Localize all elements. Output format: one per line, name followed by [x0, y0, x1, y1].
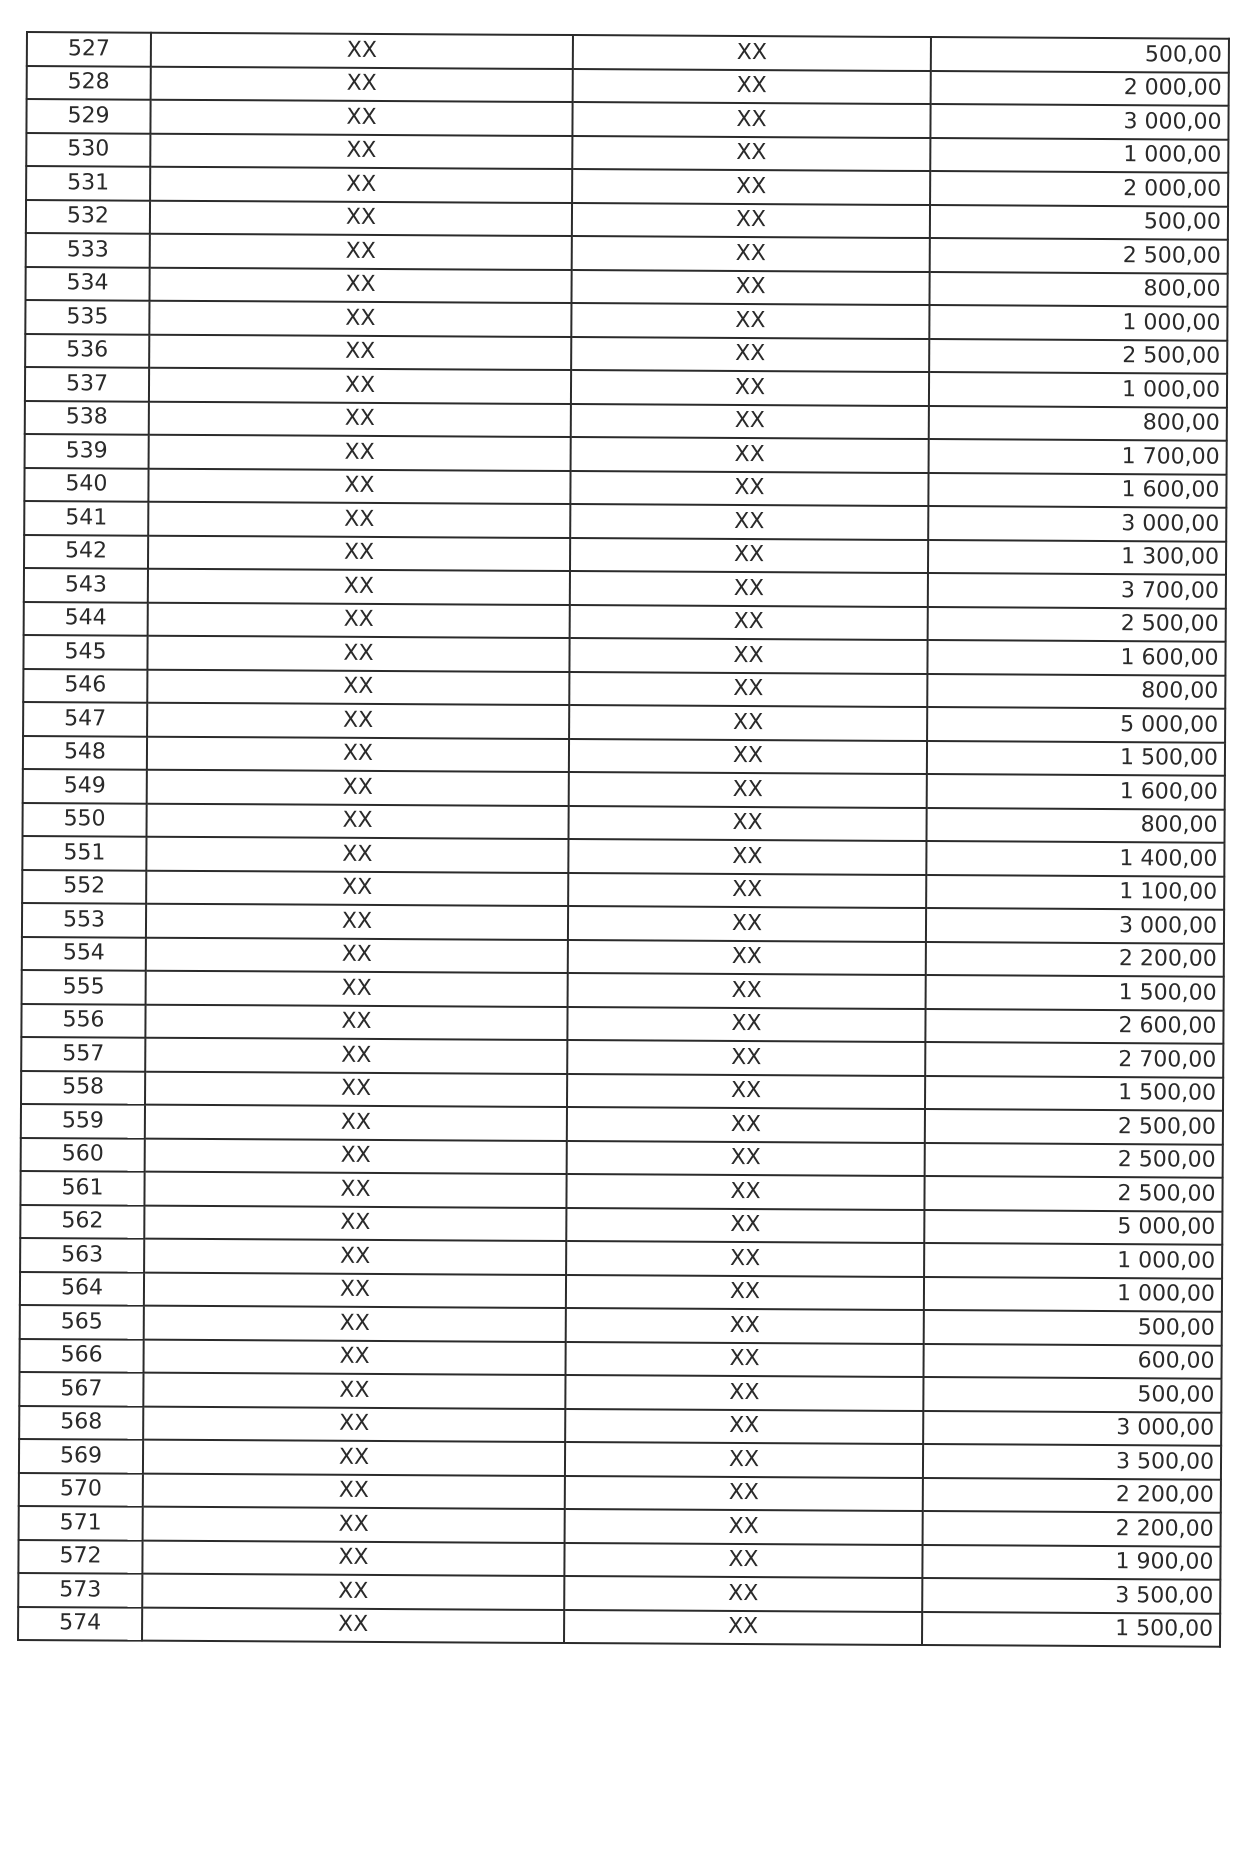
amount-cell: 800,00 — [927, 674, 1225, 709]
column-b-cell: XX — [569, 739, 927, 774]
column-b-cell: XX — [564, 1610, 922, 1645]
column-b-cell: XX — [571, 370, 929, 405]
column-b-cell: XX — [568, 940, 926, 975]
column-a-cell: XX — [150, 234, 572, 270]
row-number-cell: 545 — [23, 635, 147, 669]
amount-cell: 3 700,00 — [928, 573, 1226, 608]
row-number-cell: 562 — [20, 1204, 144, 1238]
column-b-cell: XX — [571, 270, 929, 305]
amount-cell: 5 000,00 — [927, 707, 1225, 742]
row-number-cell: 538 — [25, 400, 149, 434]
column-b-cell: XX — [570, 571, 928, 606]
amount-cell: 2 500,00 — [930, 238, 1228, 273]
column-a-cell: XX — [148, 502, 570, 538]
row-number-cell: 553 — [22, 903, 146, 937]
column-a-cell: XX — [147, 736, 569, 772]
amount-cell: 2 500,00 — [925, 1109, 1223, 1144]
column-a-cell: XX — [147, 636, 569, 672]
column-a-cell: XX — [148, 468, 570, 504]
amount-cell: 1 100,00 — [926, 875, 1224, 910]
column-a-cell: XX — [147, 703, 569, 739]
column-a-cell: XX — [146, 870, 568, 906]
amount-cell: 500,00 — [930, 205, 1228, 240]
row-number-cell: 558 — [21, 1070, 145, 1104]
row-number-cell: 537 — [25, 367, 149, 401]
column-a-cell: XX — [150, 100, 572, 136]
column-a-cell: XX — [144, 1172, 566, 1208]
amount-cell: 800,00 — [926, 808, 1224, 843]
column-b-cell: XX — [570, 471, 928, 506]
column-a-cell: XX — [144, 1205, 566, 1241]
column-b-cell: XX — [569, 638, 927, 673]
row-number-cell: 543 — [24, 568, 148, 602]
row-number-cell: 555 — [22, 970, 146, 1004]
row-number-cell: 535 — [25, 300, 149, 334]
column-b-cell: XX — [572, 136, 930, 171]
amount-cell: 3 000,00 — [930, 104, 1228, 139]
column-b-cell: XX — [571, 404, 929, 439]
row-number-cell: 529 — [26, 99, 150, 133]
column-b-cell: XX — [569, 672, 927, 707]
amount-cell: 3 500,00 — [923, 1444, 1221, 1479]
amount-cell: 1 000,00 — [924, 1243, 1222, 1278]
column-a-cell: XX — [144, 1272, 566, 1308]
column-a-cell: XX — [148, 535, 570, 571]
amount-cell: 1 500,00 — [922, 1612, 1220, 1647]
column-a-cell: XX — [150, 200, 572, 236]
row-number-cell: 544 — [24, 601, 148, 635]
column-a-cell: XX — [149, 368, 571, 404]
ledger-table-body — [18, 32, 1229, 1647]
column-b-cell: XX — [570, 504, 928, 539]
row-number-cell: 539 — [25, 434, 149, 468]
row-number-cell: 560 — [21, 1137, 145, 1171]
column-a-cell: XX — [149, 267, 571, 303]
column-a-cell: XX — [142, 1574, 564, 1610]
amount-cell: 2 200,00 — [926, 942, 1224, 977]
column-a-cell: XX — [145, 1038, 567, 1074]
row-number-cell: 548 — [23, 735, 147, 769]
column-b-cell: XX — [564, 1543, 922, 1578]
column-a-cell: XX — [151, 66, 573, 102]
column-a-cell: XX — [145, 1004, 567, 1040]
row-number-cell: 557 — [21, 1037, 145, 1071]
row-number-cell: 565 — [20, 1305, 144, 1339]
column-b-cell: XX — [570, 538, 928, 573]
column-b-cell: XX — [566, 1241, 924, 1276]
column-a-cell: XX — [149, 334, 571, 370]
column-b-cell: XX — [570, 605, 928, 640]
column-a-cell: XX — [142, 1607, 564, 1643]
column-b-cell: XX — [567, 1107, 925, 1142]
amount-cell: 1 500,00 — [926, 975, 1224, 1010]
column-a-cell: XX — [143, 1507, 565, 1543]
amount-cell: 2 500,00 — [929, 339, 1227, 374]
row-number-cell: 561 — [20, 1171, 144, 1205]
column-b-cell: XX — [573, 69, 931, 104]
column-b-cell: XX — [567, 1074, 925, 1109]
column-b-cell: XX — [568, 973, 926, 1008]
row-number-cell: 549 — [23, 769, 147, 803]
amount-cell: 2 500,00 — [925, 1143, 1223, 1178]
row-number-cell: 547 — [23, 702, 147, 736]
amount-cell: 1 000,00 — [929, 372, 1227, 407]
column-a-cell: XX — [143, 1373, 565, 1409]
column-b-cell: XX — [567, 1040, 925, 1075]
amount-cell: 1 500,00 — [927, 741, 1225, 776]
amount-cell: 1 000,00 — [930, 138, 1228, 173]
column-b-cell: XX — [567, 1007, 925, 1042]
column-b-cell: XX — [564, 1576, 922, 1611]
amount-cell: 800,00 — [929, 272, 1227, 307]
column-a-cell: XX — [143, 1440, 565, 1476]
column-a-cell: XX — [144, 1339, 566, 1375]
row-number-cell: 556 — [21, 1003, 145, 1037]
row-number-cell: 528 — [27, 66, 151, 100]
amount-cell: 600,00 — [923, 1344, 1221, 1379]
row-number-cell: 554 — [22, 936, 146, 970]
amount-cell: 2 700,00 — [925, 1042, 1223, 1077]
row-number-cell: 552 — [22, 869, 146, 903]
column-b-cell: XX — [571, 437, 929, 472]
column-a-cell: XX — [149, 435, 571, 471]
amount-cell: 1 600,00 — [927, 640, 1225, 675]
amount-cell: 1 600,00 — [927, 774, 1225, 809]
amount-cell: 1 000,00 — [929, 305, 1227, 340]
column-a-cell: XX — [145, 1105, 567, 1141]
column-b-cell: XX — [569, 705, 927, 740]
table-row — [18, 1606, 1220, 1646]
row-number-cell: 568 — [19, 1405, 143, 1439]
column-a-cell: XX — [147, 803, 569, 839]
column-b-cell: XX — [566, 1208, 924, 1243]
column-b-cell: XX — [565, 1409, 923, 1444]
amount-cell: 2 000,00 — [930, 171, 1228, 206]
amount-cell: 3 500,00 — [922, 1578, 1220, 1613]
amount-cell: 1 700,00 — [929, 439, 1227, 474]
column-b-cell: XX — [571, 303, 929, 338]
row-number-cell: 541 — [24, 501, 148, 535]
column-a-cell: XX — [143, 1406, 565, 1442]
column-b-cell: XX — [567, 1141, 925, 1176]
amount-cell: 3 000,00 — [926, 908, 1224, 943]
column-b-cell: XX — [568, 906, 926, 941]
amount-cell: 1 600,00 — [928, 473, 1226, 508]
row-number-cell: 570 — [19, 1472, 143, 1506]
column-b-cell: XX — [572, 203, 930, 238]
amount-cell: 500,00 — [923, 1377, 1221, 1412]
amount-cell: 1 400,00 — [926, 841, 1224, 876]
column-b-cell: XX — [572, 236, 930, 271]
amount-cell: 1 900,00 — [922, 1545, 1220, 1580]
column-b-cell: XX — [566, 1308, 924, 1343]
column-a-cell: XX — [146, 937, 568, 973]
ledger-table — [17, 31, 1230, 1648]
column-b-cell: XX — [571, 337, 929, 372]
amount-cell: 3 000,00 — [923, 1411, 1221, 1446]
row-number-cell: 567 — [19, 1372, 143, 1406]
row-number-cell: 563 — [20, 1238, 144, 1272]
column-a-cell: XX — [150, 167, 572, 203]
row-number-cell: 540 — [24, 467, 148, 501]
row-number-cell: 542 — [24, 534, 148, 568]
column-b-cell: XX — [568, 839, 926, 874]
column-a-cell: XX — [149, 301, 571, 337]
column-b-cell: XX — [568, 873, 926, 908]
row-number-cell: 527 — [27, 32, 151, 66]
column-b-cell: XX — [572, 169, 930, 204]
row-number-cell: 530 — [26, 133, 150, 167]
column-a-cell: XX — [142, 1540, 564, 1576]
amount-cell: 800,00 — [929, 406, 1227, 441]
amount-cell: 2 200,00 — [923, 1478, 1221, 1513]
column-b-cell: XX — [566, 1342, 924, 1377]
column-b-cell: XX — [565, 1509, 923, 1544]
column-b-cell: XX — [569, 772, 927, 807]
column-a-cell: XX — [146, 837, 568, 873]
column-a-cell: XX — [144, 1239, 566, 1275]
column-a-cell: XX — [145, 1071, 567, 1107]
column-a-cell: XX — [146, 904, 568, 940]
row-number-cell: 564 — [20, 1271, 144, 1305]
row-number-cell: 574 — [18, 1606, 142, 1640]
column-a-cell: XX — [143, 1473, 565, 1509]
column-a-cell: XX — [151, 33, 573, 69]
amount-cell: 2 600,00 — [925, 1009, 1223, 1044]
amount-cell: 3 000,00 — [928, 506, 1226, 541]
amount-cell: 5 000,00 — [924, 1210, 1222, 1245]
row-number-cell: 573 — [18, 1573, 142, 1607]
column-b-cell: XX — [572, 102, 930, 137]
column-b-cell: XX — [565, 1476, 923, 1511]
column-a-cell: XX — [148, 569, 570, 605]
amount-cell: 1 000,00 — [924, 1277, 1222, 1312]
row-number-cell: 532 — [26, 200, 150, 234]
column-b-cell: XX — [573, 35, 931, 70]
row-number-cell: 569 — [19, 1439, 143, 1473]
amount-cell: 2 200,00 — [923, 1511, 1221, 1546]
amount-cell: 2 500,00 — [924, 1176, 1222, 1211]
column-a-cell: XX — [147, 770, 569, 806]
column-b-cell: XX — [565, 1375, 923, 1410]
amount-cell: 2 000,00 — [931, 71, 1229, 106]
column-a-cell: XX — [148, 602, 570, 638]
row-number-cell: 546 — [23, 668, 147, 702]
column-a-cell: XX — [145, 1138, 567, 1174]
column-a-cell: XX — [146, 971, 568, 1007]
amount-cell: 2 500,00 — [928, 607, 1226, 642]
row-number-cell: 566 — [20, 1338, 144, 1372]
row-number-cell: 572 — [18, 1539, 142, 1573]
column-a-cell: XX — [147, 669, 569, 705]
row-number-cell: 536 — [25, 334, 149, 368]
column-a-cell: XX — [150, 133, 572, 169]
column-a-cell: XX — [149, 401, 571, 437]
row-number-cell: 534 — [25, 267, 149, 301]
row-number-cell: 551 — [22, 836, 146, 870]
column-b-cell: XX — [566, 1275, 924, 1310]
row-number-cell: 533 — [26, 233, 150, 267]
column-b-cell: XX — [565, 1442, 923, 1477]
column-a-cell: XX — [144, 1306, 566, 1342]
amount-cell: 500,00 — [931, 37, 1229, 72]
amount-cell: 500,00 — [924, 1310, 1222, 1345]
amount-cell: 1 500,00 — [925, 1076, 1223, 1111]
row-number-cell: 531 — [26, 166, 150, 200]
row-number-cell: 559 — [21, 1104, 145, 1138]
amount-cell: 1 300,00 — [928, 540, 1226, 575]
column-b-cell: XX — [568, 806, 926, 841]
row-number-cell: 550 — [23, 802, 147, 836]
column-b-cell: XX — [566, 1174, 924, 1209]
row-number-cell: 571 — [19, 1506, 143, 1540]
